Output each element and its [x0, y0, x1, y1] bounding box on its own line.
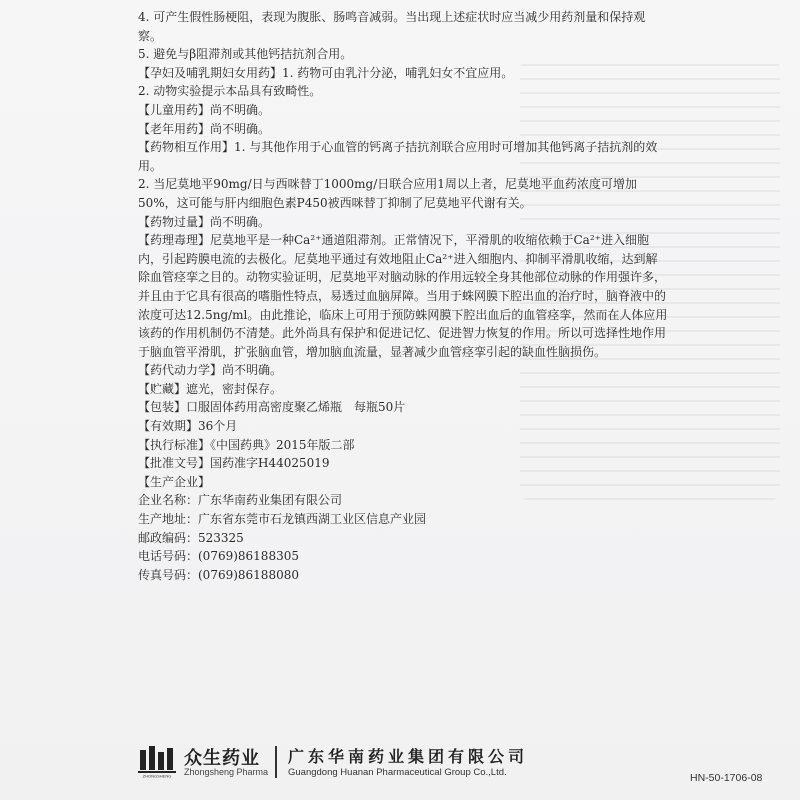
text-line: 邮政编码：523325: [138, 530, 244, 545]
text-line: 【药理毒理】尼莫地平是一种Ca²⁺通道阻滞剂。正常情况下，平滑肌的收缩依赖于Ca²⁺进入细胞内，引起跨膜电流的去极化。尼莫地平通过有效地阻止Ca²⁺进入细胞内、抑制平滑肌收缩，达到解除血管痉挛之目的。动物实验证明，尼莫地平对脑动脉的作用远较全身其他部位动脉的作用强许多，并且由于它具有很高的嗜脂性特点，易透过血脑屏障。当用于蛛网膜下腔出血的治疗时，脑脊液中的浓度可达12.5ng/ml。由此推论，临床上可用于预防蛛网膜下腔出血后的血管痉挛，然而在人体应用该药的作用机制仍不清楚。此外尚具有保护和促进记忆、促进智力恢复的作用。所以可选择性地作用于脑血管平滑肌，扩张脑血管，增加脑血流量，显著减少血管痉挛引起的缺血性脑损伤。: [138, 233, 668, 359]
text-line: 【批准文号】国药准字H44025019: [138, 456, 330, 471]
footer-divider: [275, 746, 277, 778]
text-line: 【执行标准】《中国药典》2015年版二部: [138, 437, 355, 452]
text-line: 2. 当尼莫地平90mg/日与西咪替丁1000mg/日联合应用1周以上者，尼莫地平血药浓度可增加50%，这可能与肝内细胞色素P450被西咪替丁抑制了尼莫地平代谢有关。: [138, 177, 637, 210]
text-line: 【药物过量】尚不明确。: [138, 214, 271, 229]
text-line: 【药物相互作用】1. 与其他作用于心血管的钙离子拮抗剂联合应用时可增加其他钙离子拮抗剂的效用。: [138, 140, 658, 173]
leaflet-body: [138, 8, 668, 584]
text-line: 【有效期】36个月: [138, 419, 238, 434]
logo-wordmark: ZHONGSHENG: [142, 773, 172, 778]
text-line: 2. 动物实验提示本品具有致畸性。: [138, 84, 322, 99]
text-line: 5. 避免与β阻滞剂或其他钙拮抗剂合用。: [138, 47, 353, 62]
text-line: 【老年用药】尚不明确。: [138, 121, 271, 136]
zhongsheng-logo-icon: [138, 744, 176, 778]
company-name-en: Guangdong Huanan Pharmaceutical Group Co.,Ltd.: [288, 767, 507, 778]
text-line: 企业名称：广东华南药业集团有限公司: [138, 493, 343, 508]
text-line: 【包装】口服固体药用高密度聚乙烯瓶 每瓶50片: [138, 400, 406, 415]
text-line: 电话号码：(0769)86188305: [138, 549, 299, 564]
brand-name-cn: 众生药业: [184, 748, 260, 769]
text-line: 【儿童用药】尚不明确。: [138, 102, 271, 117]
text-line: 【生产企业】: [138, 474, 211, 489]
text-line: 生产地址：广东省东莞市石龙镇西湖工业区信息产业园: [138, 512, 427, 527]
text-line: 【药代动力学】尚不明确。: [138, 363, 283, 378]
print-code: HN-50-1706-08: [690, 772, 763, 784]
text-line: 4. 可产生假性肠梗阻，表现为腹胀、肠鸣音减弱。当出现上述症状时应当减少用药剂量和保持观察。: [138, 10, 646, 43]
text-line: 【孕妇及哺乳期妇女用药】1. 药物可由乳汁分泌，哺乳妇女不宜应用。: [138, 65, 514, 80]
text-line: 传真号码：(0769)86188080: [138, 567, 299, 582]
leaflet-footer: [138, 744, 698, 780]
brand-name-en: Zhongsheng Pharma: [184, 767, 269, 777]
company-name-cn: 广东华南药业集团有限公司: [288, 747, 529, 766]
text-line: 【贮藏】遮光，密封保存。: [138, 381, 283, 396]
